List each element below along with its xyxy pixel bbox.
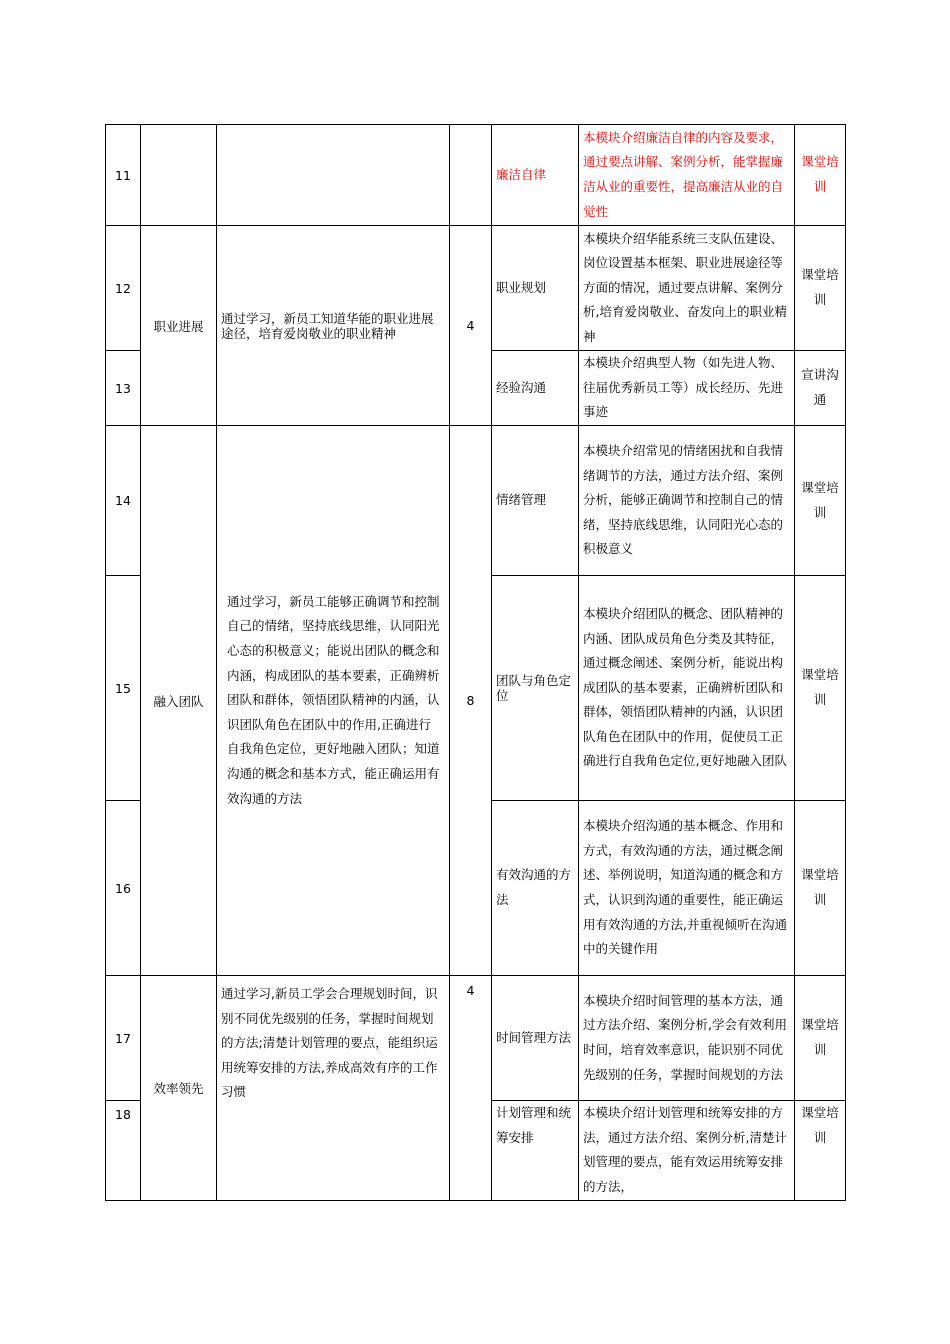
description-cell: 本模块介绍典型人物（如先进人物、往届优秀新员工等）成长经历、先进事迹 — [579, 351, 795, 426]
description-cell: 本模块介绍廉洁自律的内容及要求，通过要点讲解、案例分析，能掌握廉洁从业的重要性，提高廉洁从业的自觉性 — [579, 125, 795, 226]
module-cell: 职业进展 — [141, 226, 217, 426]
method-cell: 课堂培训 — [795, 426, 846, 576]
row-number: 16 — [106, 801, 141, 976]
hours-cell: 8 — [450, 426, 492, 976]
topic-cell: 有效沟通的方法 — [492, 801, 579, 976]
method-cell: 课堂培训 — [795, 1101, 846, 1201]
row-number: 12 — [106, 226, 141, 351]
row-number: 11 — [106, 125, 141, 226]
table-row — [106, 125, 846, 226]
goal-cell: 通过学习，新员工知道华能的职业进展途径，培育爱岗敬业的职业精神 — [217, 226, 450, 426]
description-cell: 本模块介绍华能系统三支队伍建设、岗位设置基本框架、职业进展途径等方面的情况，通过要点讲解、案例分析,培育爱岗敬业、奋发向上的职业精神 — [579, 226, 795, 351]
module-cell: 融入团队 — [141, 426, 217, 976]
topic-cell: 情绪管理 — [492, 426, 579, 576]
topic-cell: 时间管理方法 — [492, 976, 579, 1101]
topic-cell: 职业规划 — [492, 226, 579, 351]
table-row — [106, 976, 846, 1101]
table-row — [106, 226, 846, 351]
method-cell: 宣讲沟通 — [795, 351, 846, 426]
method-cell: 课堂培训 — [795, 576, 846, 801]
description-cell: 本模块介绍计划管理和统筹安排的方法，通过方法介绍、案例分析,清楚计划管理的要点，能有效运用统筹安排的方法， — [579, 1101, 795, 1201]
hours-cell — [450, 125, 492, 226]
topic-cell: 计划管理和统筹安排 — [492, 1101, 579, 1201]
course-table — [105, 124, 846, 1201]
description-cell: 本模块介绍沟通的基本概念、作用和方式，有效沟通的方法，通过概念阐述、举例说明，知道沟通的概念和方式，认识到沟通的重要性，能正确运用有效沟通的方法,并重视倾听在沟通中的关键作用 — [579, 801, 795, 976]
description-cell: 本模块介绍团队的概念、团队精神的内涵、团队成员角色分类及其特征，通过概念阐述、案例分析，能说出构成团队的基本要素，正确辨析团队和群体，领悟团队精神的内涵，认识团队角色在团队中的作用，促使员工正确进行自我角色定位,更好地融入团队 — [579, 576, 795, 801]
description-cell: 本模块介绍时间管理的基本方法，通过方法介绍、案例分析,学会有效利用时间，培育效率意识，能识别不同优先级别的任务，掌握时间规划的方法 — [579, 976, 795, 1101]
goal-cell — [217, 125, 450, 226]
module-cell: 效率领先 — [141, 976, 217, 1201]
row-number: 14 — [106, 426, 141, 576]
goal-cell: 通过学习,新员工学会合理规划时间，识别不同优先级别的任务，掌握时间规划的方法;清楚计划管理的要点，能组织运用统筹安排的方法,养成高效有序的工作习惯 — [217, 976, 450, 1201]
row-number: 15 — [106, 576, 141, 801]
topic-cell: 廉洁自律 — [492, 125, 579, 226]
method-cell: 课堂培训 — [795, 801, 846, 976]
row-number: 13 — [106, 351, 141, 426]
hours-cell: 4 — [450, 976, 492, 1201]
method-cell: 课堂培训 — [795, 976, 846, 1101]
row-number: 17 — [106, 976, 141, 1101]
method-cell: 课堂培训 — [795, 125, 846, 226]
row-number: 18 — [106, 1101, 141, 1201]
table-row — [106, 426, 846, 576]
topic-cell: 团队与角色定位 — [492, 576, 579, 801]
description-cell: 本模块介绍常见的情绪困扰和自我情绪调节的方法，通过方法介绍、案例分析，能够正确调节和控制自己的情绪，坚持底线思维，认同阳光心态的积极意义 — [579, 426, 795, 576]
goal-cell: 通过学习，新员工能够正确调节和控制自己的情绪，坚持底线思维，认同阳光心态的积极意义；能说出团队的概念和内涵，构成团队的基本要素，正确辨析团队和群体，领悟团队精神的内涵，认识团队角色在团队中的作用,正确进行自我角色定位，更好地融入团队；知道沟通的概念和基本方式，能正确运用有效沟通的方法 — [217, 426, 450, 976]
module-cell — [141, 125, 217, 226]
method-cell: 课堂培训 — [795, 226, 846, 351]
topic-cell: 经验沟通 — [492, 351, 579, 426]
hours-cell: 4 — [450, 226, 492, 426]
